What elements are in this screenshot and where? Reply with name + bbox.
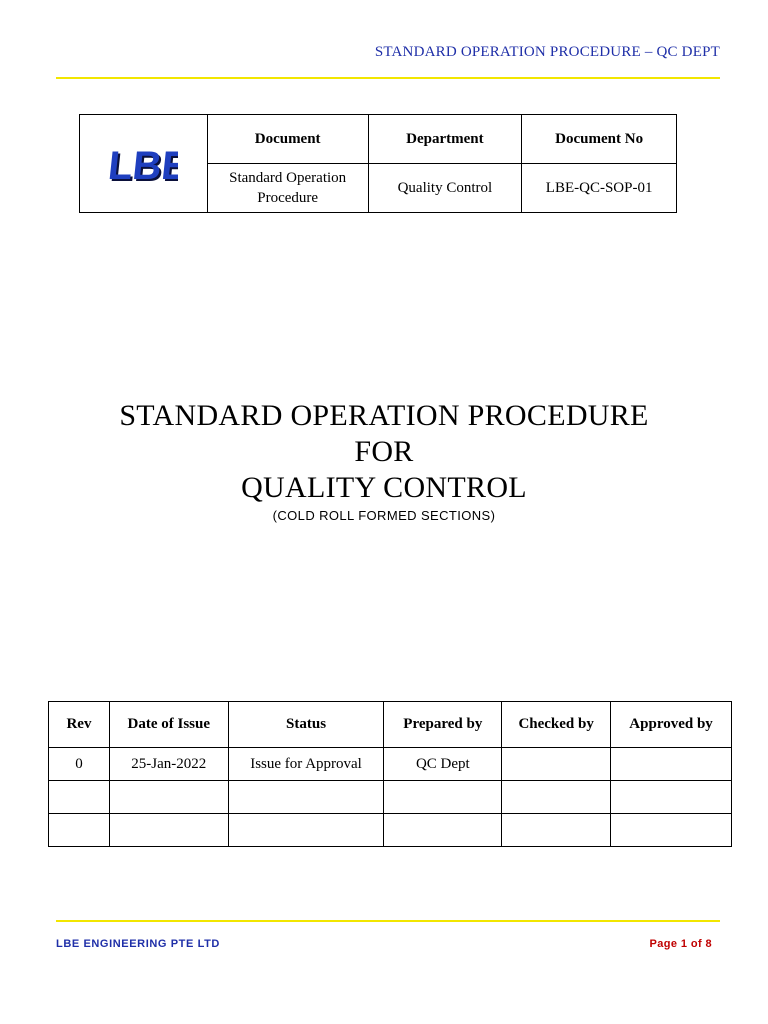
footer-page-number: Page 1 of 8	[649, 938, 712, 950]
revision-table	[48, 701, 732, 847]
rev-cell	[384, 781, 502, 814]
rev-cell: 0	[49, 748, 110, 781]
lbe-logo-text: LBE	[108, 144, 179, 188]
table-row	[49, 781, 732, 814]
rev-cell	[109, 781, 228, 814]
table-row	[49, 748, 732, 781]
rev-cell	[611, 748, 732, 781]
page-header-title: STANDARD OPERATION PROCEDURE – QC DEPT	[374, 44, 720, 60]
rev-cell	[611, 781, 732, 814]
title-line-2: FOR	[354, 435, 414, 468]
footer-company: LBE ENGINEERING PTE LTD	[56, 938, 220, 950]
rev-cell	[384, 814, 502, 847]
rev-cell: QC Dept	[384, 748, 502, 781]
doc-value-department: Quality Control	[368, 164, 522, 213]
title-line-3: QUALITY CONTROL	[241, 471, 527, 504]
rev-header-approved: Approved by	[611, 702, 732, 748]
document-info-table	[79, 114, 677, 213]
rev-header-prepared: Prepared by	[384, 702, 502, 748]
lbe-logo-shadow: LBE	[108, 146, 179, 190]
lbe-logo-icon	[108, 131, 178, 191]
rev-cell	[502, 781, 611, 814]
doc-header-document-no: Document No	[522, 115, 677, 164]
logo-cell	[80, 115, 208, 213]
rev-cell	[502, 748, 611, 781]
rev-header-checked: Checked by	[502, 702, 611, 748]
rev-cell	[49, 814, 110, 847]
rev-cell	[228, 781, 384, 814]
rev-cell	[49, 781, 110, 814]
title-line-1: STANDARD OPERATION PROCEDURE	[119, 399, 649, 432]
footer-divider	[56, 920, 720, 922]
doc-header-document: Document	[207, 115, 368, 164]
doc-value-document-no: LBE-QC-SOP-01	[522, 164, 677, 213]
rev-cell	[109, 814, 228, 847]
rev-header-status: Status	[228, 702, 384, 748]
rev-cell: Issue for Approval	[228, 748, 384, 781]
rev-cell	[611, 814, 732, 847]
rev-header-date: Date of Issue	[109, 702, 228, 748]
doc-header-department: Department	[368, 115, 522, 164]
rev-header-rev: Rev	[49, 702, 110, 748]
rev-cell	[228, 814, 384, 847]
document-title	[0, 398, 768, 523]
document-subtitle: (COLD ROLL FORMED SECTIONS)	[272, 508, 496, 523]
table-row	[49, 814, 732, 847]
revision-header-row	[49, 702, 732, 748]
header-divider	[56, 77, 720, 79]
rev-cell	[502, 814, 611, 847]
doc-value-document: Standard Operation Procedure	[207, 164, 368, 213]
rev-cell: 25-Jan-2022	[109, 748, 228, 781]
